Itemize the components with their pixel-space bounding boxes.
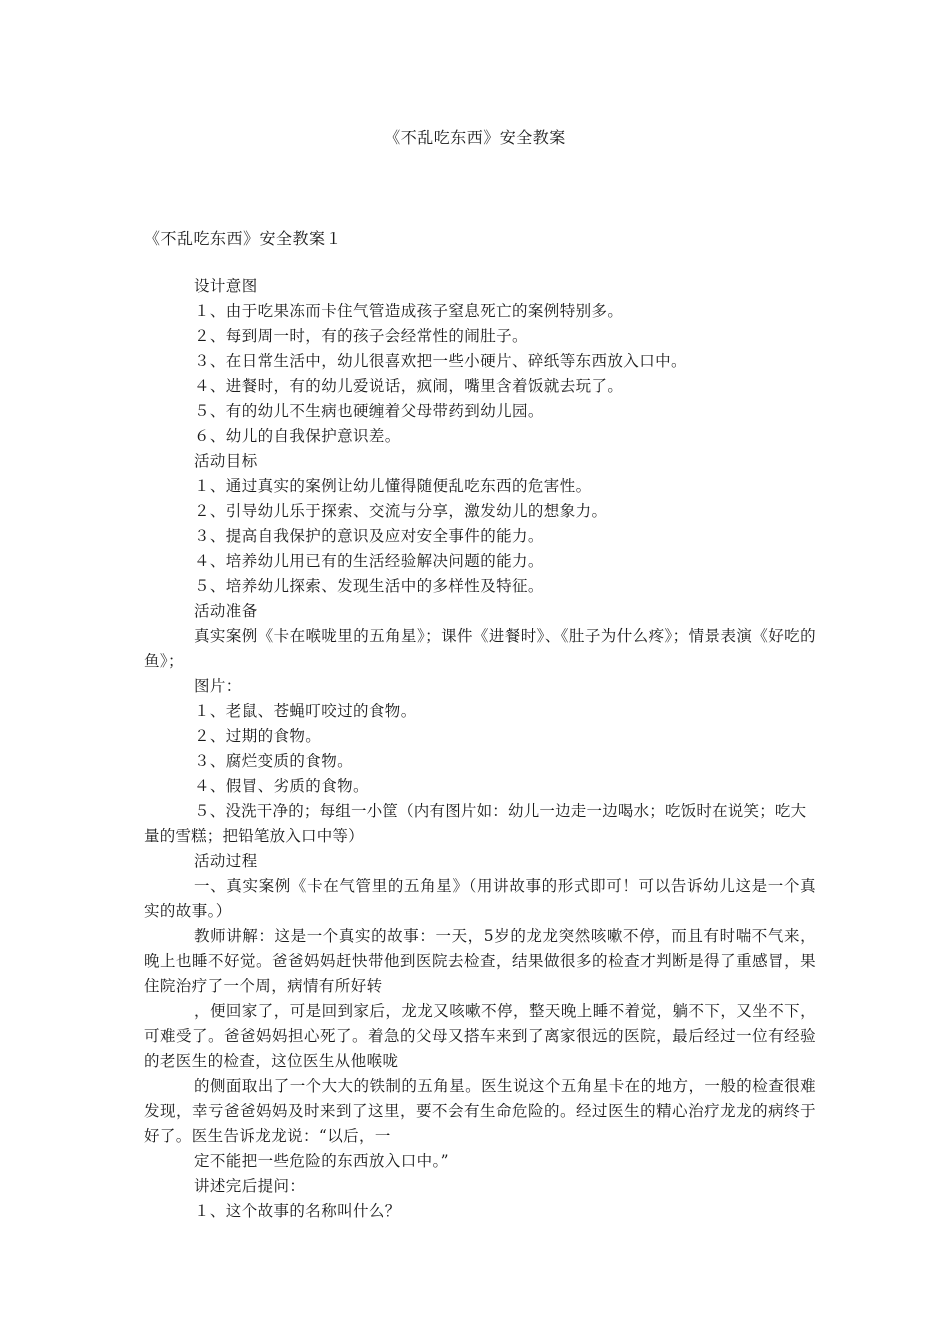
paragraph-line: 定不能把一些危险的东西放入口中。” [194, 1152, 449, 1170]
paragraph-line: １、由于吃果冻而卡住气管造成孩子窒息死亡的案例特别多。 [194, 302, 624, 320]
paragraph-line: １、老鼠、苍蝇叮咬过的食物。 [194, 702, 417, 720]
paragraph-line: ３、腐烂变质的食物。 [194, 752, 354, 770]
paragraph-line: ４、进餐时，有的幼儿爱说话，疯闹，嘴里含着饭就去玩了。 [194, 377, 624, 395]
paragraph-line: ２、每到周一时，有的孩子会经常性的闹肚子。 [194, 327, 528, 345]
paragraph-line: 活动目标 [194, 452, 258, 470]
paragraph-line: 设计意图 [194, 277, 258, 295]
paragraph-line: ，便回家了，可是回到家后，龙龙又咳嗽不停，整天晚上睡不着觉，躺不下，又坐不下，可难受了。爸爸妈妈担心死了。着急的父母又搭车来到了离家很远的医院，最后经过一位有经验的老医生的检查，这位医生从他喉咙 [144, 1002, 816, 1070]
paragraph-line: １、通过真实的案例让幼儿懂得随便乱吃东西的危害性。 [194, 477, 592, 495]
paragraph-line: 图片： [194, 677, 242, 695]
paragraph-line: ３、提高自我保护的意识及应对安全事件的能力。 [194, 527, 544, 545]
paragraph-line: ４、假冒、劣质的食物。 [194, 777, 369, 795]
paragraph-line: 真实案例《卡在喉咙里的五角星》；课件《进餐时》、《肚子为什么疼》；情景表演《好吃的鱼》； [144, 627, 816, 670]
paragraph-line: ６、幼儿的自我保护意识差。 [194, 427, 401, 445]
paragraph-line: 活动过程 [194, 852, 258, 870]
paragraph-line: ５、有的幼儿不生病也硬缠着父母带药到幼儿园。 [194, 402, 544, 420]
paragraph-line: 的侧面取出了一个大大的铁制的五角星。医生说这个五角星卡在的地方，一般的检查很难发现，幸亏爸爸妈妈及时来到了这里，要不会有生命危险的。经过医生的精心治疗龙龙的病终于好了。医生告诉龙龙说：“以后，一 [144, 1077, 816, 1145]
paragraph-line: ２、过期的食物。 [194, 727, 322, 745]
paragraph-line: ３、在日常生活中，幼儿很喜欢把一些小硬片、碎纸等东西放入口中。 [194, 352, 687, 370]
paragraph-line: ４、培养幼儿用已有的生活经验解决问题的能力。 [194, 552, 544, 570]
document-body [144, 274, 816, 1224]
paragraph-line: 一、真实案例《卡在气管里的五角星》（用讲故事的形式即可！可以告诉幼儿这是一个真实的故事。） [144, 877, 816, 920]
paragraph-line: 教师讲解：这是一个真实的故事：一天，5岁的龙龙突然咳嗽不停，而且有时喘不气来，晚上也睡不好觉。爸爸妈妈赶快带他到医院去检查，结果做很多的检查才判断是得了重感冒，果住院治疗了一个周，病情有所好转 [144, 927, 816, 995]
paragraph-line: 讲述完后提问： [194, 1177, 306, 1195]
paragraph-line: ５、没洗干净的；每组一小筐（内有图片如：幼儿一边走一边喝水；吃饭时在说笑；吃大量的雪糕；把铅笔放入口中等） [144, 802, 807, 845]
paragraph-line: １、这个故事的名称叫什么？ [194, 1202, 401, 1220]
paragraph-line: 活动准备 [194, 602, 258, 620]
paragraph-line: ５、培养幼儿探索、发现生活中的多样性及特征。 [194, 577, 544, 595]
document-title: 《不乱吃东西》安全教案 [384, 128, 566, 147]
paragraph-line: ２、引导幼儿乐于探索、交流与分享，激发幼儿的想象力。 [194, 502, 608, 520]
section-title: 《不乱吃东西》安全教案１ [144, 229, 343, 248]
